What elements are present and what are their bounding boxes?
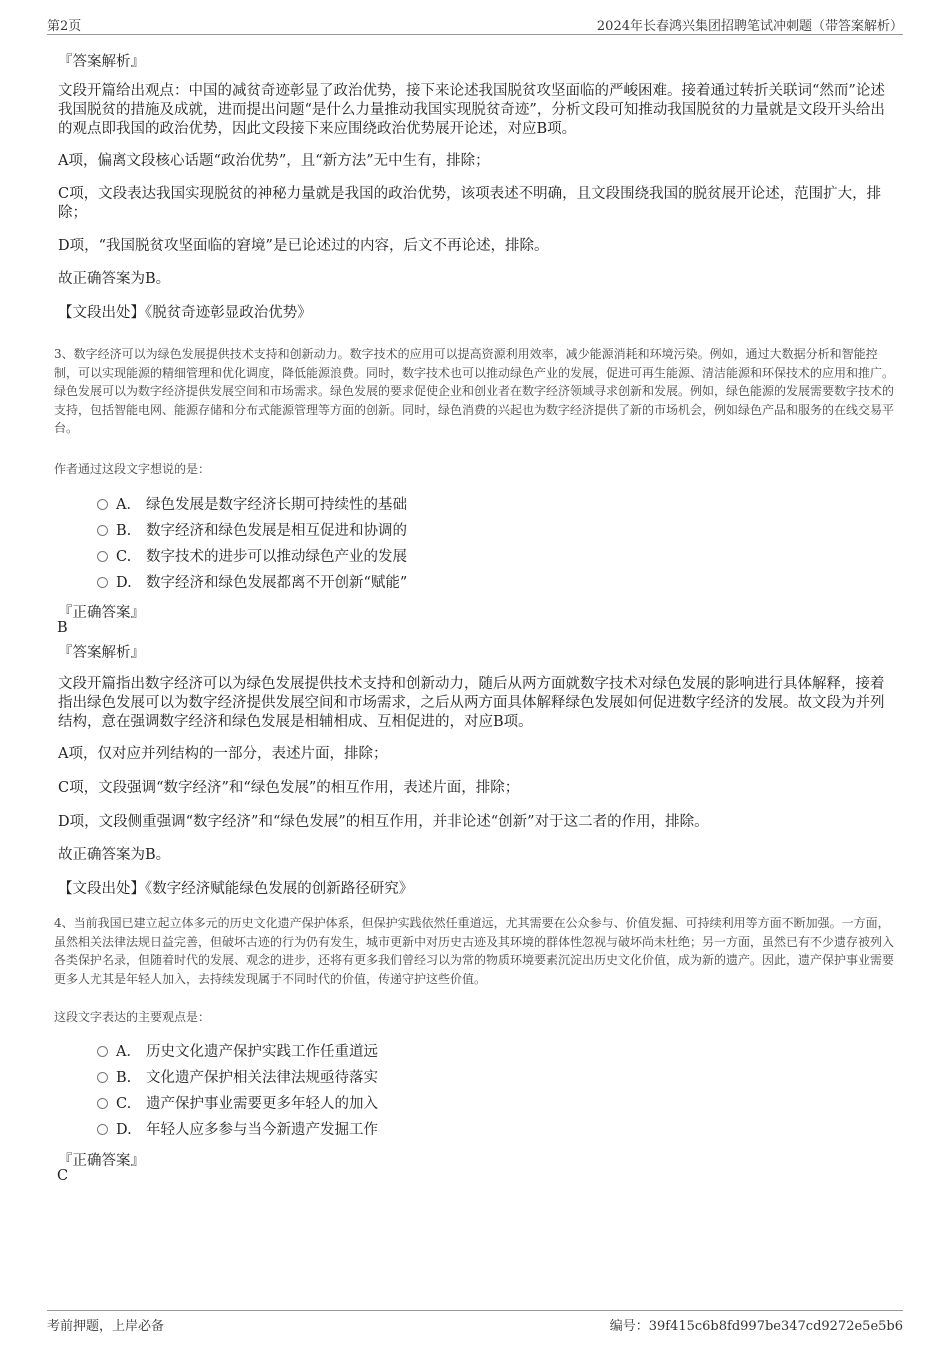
q4-option-c[interactable]: C. 遗产保护事业需要更多年轻人的加入: [97, 1094, 378, 1114]
q4-option-b[interactable]: B. 文化遗产保护相关法律法规亟待落实: [97, 1068, 378, 1088]
correct-answer-label: 『正确答案』: [58, 1153, 145, 1169]
analysis-label: 『答案解析』: [58, 54, 145, 70]
q3-option-d[interactable]: D. 数字经济和绿色发展都离不开创新“赋能”: [97, 573, 407, 593]
question-4-prompt: 这段文字表达的主要观点是：: [54, 1010, 211, 1024]
radio-icon[interactable]: [97, 1124, 108, 1135]
footer-slogan: 考前押题，上岸必备: [47, 1319, 165, 1334]
radio-icon[interactable]: [97, 551, 108, 562]
page-header: [47, 14, 903, 35]
correct-answer-value: B: [57, 620, 68, 636]
q3-option-a[interactable]: A． 绿色发展是数字经济长期可持续性的基础: [97, 495, 407, 515]
analysis-option-a: A项，偏离文段核心话题“政治优势”，且“新方法”无中生有，排除；: [58, 153, 490, 169]
q4-option-d[interactable]: D. 年轻人应多参与当今新遗产发掘工作: [97, 1120, 378, 1140]
question-3-prompt: 作者通过这段文字想说的是：: [54, 462, 211, 476]
radio-icon[interactable]: [97, 1098, 108, 1109]
analysis-label: 『答案解析』: [58, 645, 145, 661]
document-title: 2024年长春鸿兴集团招聘笔试冲刺题（带答案解析）: [596, 19, 903, 34]
radio-icon[interactable]: [97, 1046, 108, 1057]
question-3-stem: 3、数字经济可以为绿色发展提供技术支持和创新动力。数字技术的应用可以提高资源利用效率，减少能源消耗和环境污染。例如，通过大数据分析和智能控制，可以实现能源的精细管理和优化调度，降低能源浪费。同时，数字技术也可以推动绿色产业的发展，促进可再生能源、清洁能源和环保技术的应用和推广。绿色发展可以为数字经济提供发展空间和市场需求。绿色发展的要求促使企业和创业者在数字经济领域寻求创新和发展。例如，绿色能源的发展需要数字技术的支持，包括智能电网、能源存储和分布式能源管理等方面的创新。同时，绿色消费的兴起也为数字经济提供了新的市场机会，例如绿色产品和服务的在线交易平台。: [54, 347, 895, 435]
analysis-option-d: D项，文段侧重强调“数字经济”和“绿色发展”的相互作用，并非论述“创新”对于这二者的作用，排除。: [58, 814, 709, 830]
q3-option-c[interactable]: C. 数字技术的进步可以推动绿色产业的发展: [97, 547, 407, 567]
analysis-paragraph: 文段开篇指出数字经济可以为绿色发展提供技术支持和创新动力，随后从两方面就数字技术对绿色发展的影响进行具体解释，接着指出绿色发展可以为数字经济提供发展空间和市场需求，之后从两方面具体解释绿色发展如何促进数字经济的发展。故文段为并列结构，意在强调数字经济和绿色发展是相辅相成、互相促进的，对应B项。: [58, 676, 885, 730]
analysis-option-d: D项，“我国脱贫攻坚面临的窘境”是已论述过的内容，后文不再论述，排除。: [58, 238, 549, 254]
analysis-option-c: C项，文段表达我国实现脱贫的神秘力量就是我国的政治优势，该项表述不明确，且文段围绕我国的脱贫展开论述，范围扩大，排除；: [58, 186, 882, 221]
analysis-conclusion: 故正确答案为B。: [58, 271, 171, 287]
analysis-option-c: C项，文段强调“数字经济”和“绿色发展”的相互作用，表述片面，排除；: [58, 780, 520, 796]
analysis-conclusion: 故正确答案为B。: [58, 847, 171, 863]
document-id: 编号：39f415c6b8fd997be347cd9272e5e5b6: [609, 1319, 903, 1334]
correct-answer-label: 『正确答案』: [58, 605, 145, 621]
analysis-option-a: A项，仅对应并列结构的一部分，表述片面，排除；: [58, 746, 388, 762]
radio-icon[interactable]: [97, 577, 108, 588]
q4-option-a[interactable]: A． 历史文化遗产保护实践工作任重道远: [97, 1042, 378, 1062]
radio-icon[interactable]: [97, 499, 108, 510]
source-citation: 【文段出处】《脱贫奇迹彰显政治优势》: [58, 305, 312, 321]
radio-icon[interactable]: [97, 525, 108, 536]
q3-option-b[interactable]: B. 数字经济和绿色发展是相互促进和协调的: [97, 521, 407, 541]
source-citation: 【文段出处】《数字经济赋能绿色发展的创新路径研究》: [58, 881, 414, 897]
analysis-paragraph: 文段开篇给出观点：中国的减贫奇迹彰显了政治优势，接下来论述我国脱贫攻坚面临的严峻困难。接着通过转折关联词“然而”论述我国脱贫的措施及成就，进而提出问题“是什么力量推动我国实现脱贫奇迹”，分析文段可知推动我国脱贫的力量就是文段开头给出的观点即我国的政治优势，因此文段接下来应围绕政治优势展开论述，对应B项。: [58, 83, 885, 137]
correct-answer-value: C: [57, 1168, 69, 1184]
page-footer: [47, 1310, 903, 1335]
question-4-stem: 4、当前我国已建立起立体多元的历史文化遗产保护体系，但保护实践依然任重道远，尤其需要在公众参与、价值发掘、可持续利用等方面不断加强。一方面，虽然相关法律法规日益完善，但破坏古迹的行为仍有发生，城市更新中对历史古迹及其环境的群体性忽视与破坏尚未杜绝；另一方面，虽然已有不少遗存被列入各类保护名录，但随着时代的发展、观念的进步，还将有更多我们曾经习以为常的物质环境要素沉淀出历史文化价值，成为新的遗产。因此，遗产保护事业需要更多人尤其是年轻人加入，去持续发现属于不同时代的价值，传递守护这些价值。: [54, 916, 895, 986]
radio-icon[interactable]: [97, 1072, 108, 1083]
page-number: 第2页: [47, 19, 82, 34]
